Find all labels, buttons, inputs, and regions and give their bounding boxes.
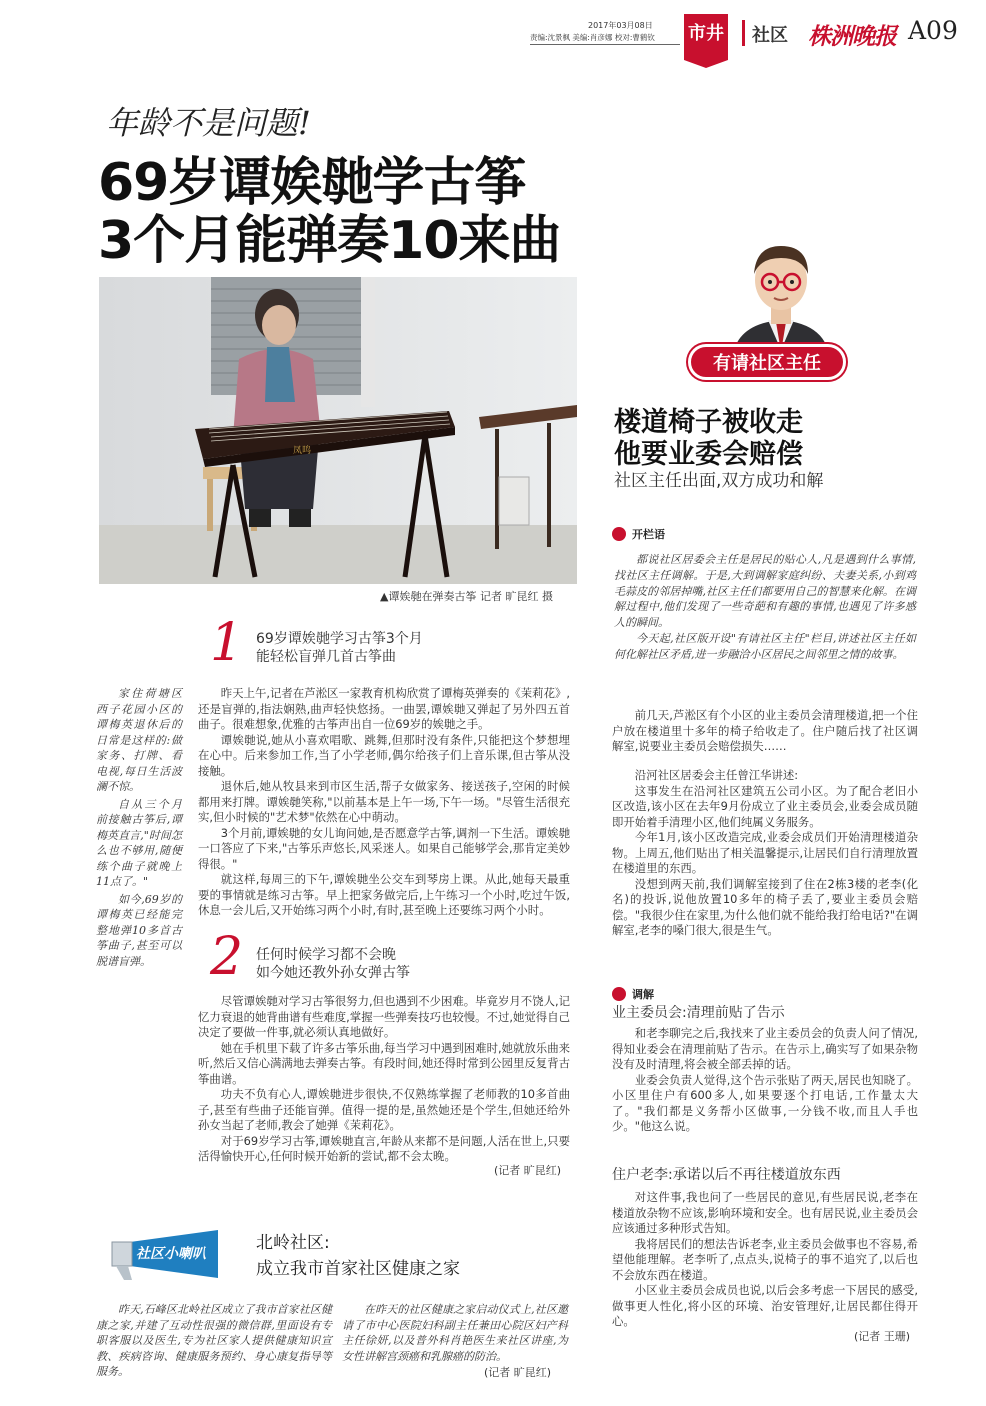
sidebar-paragraph: 如今,69岁的谭梅英已经能完整地弹10多首古筝曲子,甚至可以脱谱盲弹。 <box>96 892 182 968</box>
section-badge <box>684 14 728 60</box>
narrative-paragraph: 这事发生在沿河社区建筑五公司小区。为了配合老旧小区改造,该小区在去年9月份成立了业主委员会,业委会成员随即开始着手清理小区,他们纯属义务服务。 <box>612 783 918 829</box>
subhead-2-number: 2 <box>210 927 244 987</box>
resolution-paragraph: 小区业主委员会成员也说,以后会多考虑一下居民的感受,做事更人性化,将小区的环境、治安管理好,让居民都住得开心。 <box>612 1283 918 1328</box>
subhead-2-line-2: 如今她还教外孙女弹古筝 <box>256 965 410 981</box>
masthead-editors: 责编:沈景枫 美编:肖彦娜 校对:曹鹤钦 <box>530 33 655 42</box>
bottom-body-right <box>342 1302 568 1364</box>
body-paragraph: 昨天上午,记者在芦淞区一家教育机构欣赏了谭梅英弹奏的《茉莉花》,还是盲弹的,指法娴熟,曲声轻快悠扬。一曲罢,谭娭毑又弹起了另外四五首曲子。很难想象,优雅的古筝声出自一位69岁的娭毑之手。 <box>198 686 570 731</box>
body-paragraph: 就这样,每周三的下午,谭娭毑坐公交车到琴房上课。从此,她每天最重要的事情就是练习古筝。早上把家务做完后,上午练习一个小时,吃过午饭,休息一会儿后,又开始练习两个小时,有时,甚至晚上还要练习两个小时。 <box>198 872 570 917</box>
right-subhead: 社区主任出面,双方成功和解 <box>614 471 824 491</box>
masthead-divider <box>742 20 745 46</box>
bottom-body-left <box>96 1302 332 1380</box>
right-sign-off: (记者 王珊) <box>854 1330 911 1343</box>
kicker: 年龄不是问题! <box>106 104 311 142</box>
resolution-subhead: 住户老李:承诺以后不再往楼道放东西 <box>612 1167 841 1183</box>
mediation-paragraph: 和老李聊完之后,我找来了业主委员会的负责人问了情况,得知业委会在清理前贴了告示。在告示上,确实写了如果杂物没有及时清理,将会被全部丢掉的话。 <box>612 1026 918 1071</box>
intro-body <box>614 552 916 663</box>
subhead-1-line-2: 能轻松盲弹几首古筝曲 <box>256 649 396 665</box>
section-label: 社区 <box>752 25 788 46</box>
mediation-body <box>612 1026 918 1135</box>
bottom-sign-off: (记者 旷昆红) <box>484 1366 552 1379</box>
resolution-body <box>612 1190 918 1330</box>
bottom-headline-line-1: 北岭社区: <box>256 1233 330 1253</box>
subhead-1-number: 1 <box>210 613 244 673</box>
masthead-date: 2017年03月08日 <box>588 21 653 30</box>
community-director-avatar <box>716 232 846 362</box>
sub1-body <box>198 686 570 919</box>
resolution-paragraph: 我将居民们的想法告诉老李,业主委员会做事也不容易,希望他能理解。老李听了,点点头,说椅子的事不追究了,以后也不会放东西在楼道。 <box>612 1236 918 1282</box>
sub2-body <box>198 994 570 1165</box>
narrative-body <box>612 768 918 939</box>
bottom-paragraph: 昨天,石峰区北岭社区成立了我市首家社区健康之家,并建了互动性很强的微信群,里面设有专职客服以及医生,专为社区家人提供健康知识宣教、疾病咨询、健康服务预约、身心康复指导等服务。 <box>96 1303 332 1378</box>
body-paragraph: 她在手机里下载了许多古筝乐曲,每当学习中遇到困难时,她就放乐曲来听,然后又信心满满地去弹奏古筝。有段时间,她还得时常到公园里反复背古筝曲谱。 <box>198 1040 570 1086</box>
story-paragraph: 前几天,芦淞区有个小区的业主委员会清理楼道,把一个住户放在楼道里十多年的椅子给收走了。住户随后找了社区调解室,说要业主委员会赔偿损失…… <box>612 708 918 753</box>
subhead-2-line-1: 任何时候学习都不会晚 <box>256 947 396 963</box>
paper-name: 株洲晚报 <box>808 23 896 50</box>
body-paragraph: 对于69岁学习古筝,谭娭毑直言,年龄从来都不是问题,人活在世上,只要活得愉快开心,任何时候开始新的尝试,都不会太晚。 <box>198 1133 570 1163</box>
right-headline-line-1: 楼道椅子被收走 <box>614 407 803 438</box>
intro-tag-dot <box>612 527 626 541</box>
guzheng-label-text: 凤鸣 <box>293 446 312 456</box>
resolution-paragraph: 对这件事,我也问了一些居民的意见,有些居民说,老李在楼道放杂物不应该,影响环境和安全。也有居民说,业主委员会应该通过多种形式告知。 <box>612 1190 918 1235</box>
guzheng-photo <box>99 277 577 584</box>
sidebar-paragraph: 自从三个月前接触古筝后,谭梅英直言,"时间怎么也不够用,随便练个曲子就晚上11点了。" <box>96 797 182 888</box>
section-badge-label: 市井 <box>688 23 724 44</box>
mediation-subhead: 业主委员会:清理前贴了告示 <box>612 1005 785 1021</box>
intro-tag-label: 开栏语 <box>632 528 665 541</box>
mediation-tag-dot <box>612 987 626 1001</box>
body-paragraph: 功夫不负有心人,谭娭毑进步很快,不仅熟练掌握了老师教的10多首曲子,甚至有些曲子还能盲弹。值得一提的是,虽然她还是个学生,但她还给外孙女当起了老师,教会了她弹《茉莉花》。 <box>198 1087 570 1132</box>
body-paragraph: 3个月前,谭娭毑的女儿询问她,是否愿意学古筝,调剂一下生活。谭娭毑一口答应了下来,"古筝乐声悠长,风采迷人。如果自己能够学会,那肯定美妙得很。" <box>198 825 570 871</box>
subhead-1-line-1: 69岁谭娭毑学习古筝3个月 <box>256 631 423 647</box>
headline-line-1: 69岁谭娭毑学古筝 <box>98 153 526 213</box>
mediation-tag <box>612 986 654 1002</box>
photo-caption: ▲谭娭毑在弹奏古筝 记者 旷昆红 摄 <box>380 590 553 603</box>
intro-paragraph: 都说社区居委会主任是居民的贴心人,凡是遇到什么事情,找社区主任调解。于是,大到调解家庭纠纷、夫妻关系,小到鸡毛蒜皮的邻居掉嘴,社区主任们都要用自己的智慧来化解。在调解过程中,他们发现了一些奇葩和有趣的事情,也遇见了许多感人的瞬间。 <box>614 553 916 630</box>
intro-tag <box>612 526 665 542</box>
body-paragraph: 退休后,她从牧县来到市区生活,帮子女做家务、接送孩子,空闲的时候都用来打牌。谭娭毑笑称,"以前基本是上午一场,下午一场。"尽管生活很充实,但小时候的"艺术梦"依然在心中萌动。 <box>198 779 570 824</box>
mediation-paragraph: 业委会负责人觉得,这个告示张贴了两天,居民也知晓了。小区里住户有600多人,如果要逐个打电话,工作量太大了。"我们都是义务帮小区做事,一分钱不收,而且人手也少。"他这么说。 <box>612 1072 918 1133</box>
masthead <box>0 0 986 60</box>
main-sign-off: (记者 旷昆红) <box>494 1164 562 1177</box>
megaphone-badge-label: 社区小喇叭 <box>136 1246 206 1262</box>
megaphone-badge <box>100 1226 240 1282</box>
right-headline-line-2: 他要业委会赔偿 <box>614 439 803 470</box>
masthead-rule <box>530 44 680 45</box>
mediation-tag-label: 调解 <box>632 988 654 1001</box>
headline-line-2: 3个月能弹奏10来曲 <box>98 211 561 271</box>
body-paragraph: 尽管谭娭毑对学习古筝很努力,但也遇到不少困难。毕竟岁月不饶人,记忆力衰退的她背曲谱有些难度,掌握一些弹奏技巧也较慢。不过,她觉得自己决定了要做一件事,就必须认真地做好。 <box>198 994 570 1039</box>
narrative-paragraph: 今年1月,该小区改造完成,业委会成员们开始清理楼道杂物。上周五,他们贴出了相关温馨提示,让居民们自行清理放置在楼道里的东西。 <box>612 830 918 875</box>
story-body <box>612 708 918 755</box>
column-label: 有请社区主任 <box>713 353 821 374</box>
speaker-line: 沿河社区居委会主任曾江华讲述: <box>634 768 799 782</box>
page-number: A09 <box>908 16 958 45</box>
bottom-paragraph: 在昨天的社区健康之家启动仪式上,社区邀请了市中心医院妇科副主任兼田心院区妇产科主任徐妍,以及普外科肖艳医生来社区讲座,为女性讲解宫颈癌和乳腺癌的防治。 <box>342 1303 568 1363</box>
bottom-headline-line-2: 成立我市首家社区健康之家 <box>256 1259 460 1279</box>
sidebar-paragraph: 家住荷塘区西子花园小区的谭梅英退休后的日常是这样的:做家务、打牌、看电视,每日生活波澜不惊。 <box>96 687 182 793</box>
sidebar-column <box>96 686 182 969</box>
intro-paragraph: 今天起,社区版开设"有请社区主任"栏目,讲述社区主任如何化解社区矛盾,进一步融洽小区居民之间邻里之情的故事。 <box>614 631 916 661</box>
column-label-badge <box>688 344 846 380</box>
narrative-paragraph: 没想到两天前,我们调解室接到了住在2栋3楼的老李(化名)的投诉,说他放置10多年的椅子丢了,要业主委员会赔偿。"我很少住在家里,为什么他们就不能给我打给电话?"在调解室,老李的嗓门很大,很是生气。 <box>612 876 918 937</box>
body-paragraph: 谭娭毑说,她从小喜欢唱歌、跳舞,但那时没有条件,只能把这个梦想埋在心中。后来参加工作,当了小学老师,偶尔给孩子们上音乐课,但古筝从没接触。 <box>198 732 570 778</box>
